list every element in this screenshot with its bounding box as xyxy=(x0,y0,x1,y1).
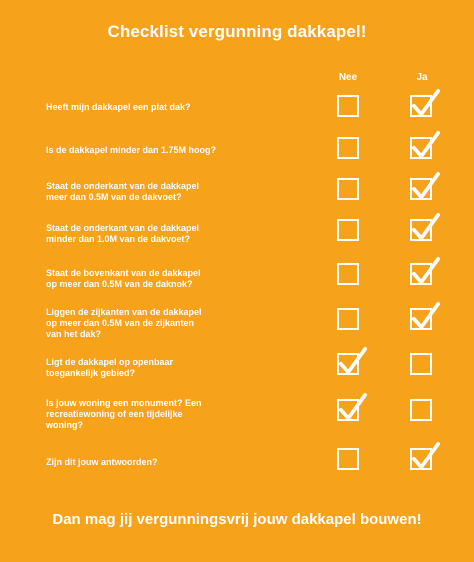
column-header-ja: Ja xyxy=(416,72,428,83)
checkmark-icon xyxy=(411,213,441,241)
checkmark-icon xyxy=(338,393,368,421)
checkbox-nee[interactable] xyxy=(337,399,359,421)
checkbox-ja[interactable] xyxy=(410,263,432,285)
checkmark-icon xyxy=(411,302,441,330)
checkbox-nee[interactable] xyxy=(337,308,359,330)
checkbox-nee[interactable] xyxy=(337,353,359,375)
checkbox-ja[interactable] xyxy=(410,399,432,421)
page-title: Checklist vergunning dakkapel! xyxy=(107,22,367,41)
question-text: Heeft mijn dakkapel een plat dak? xyxy=(46,102,191,112)
question-text: Ligt de dakkapel op openbaar toegankelijk gebied? xyxy=(46,357,174,378)
checkbox-nee[interactable] xyxy=(337,137,359,159)
checkbox-ja[interactable] xyxy=(410,137,432,159)
column-header-nee: Nee xyxy=(338,72,358,83)
question-text: Liggen de zijkanten van de dakkapel op meer dan 0.5M van de zijkanten van het dak? xyxy=(46,307,202,339)
checkbox-ja[interactable] xyxy=(410,353,432,375)
footer-message: Dan mag jij vergunningsvrij jouw dakkapel bouwen! xyxy=(52,511,422,528)
checkbox-ja[interactable] xyxy=(410,219,432,241)
checkbox-ja[interactable] xyxy=(410,308,432,330)
checkmark-icon xyxy=(411,172,441,200)
question-text: Staat de bovenkant van de dakkapel op meer dan 0.5M van de daknok? xyxy=(46,268,201,289)
question-text: Staat de onderkant van de dakkapel meer dan 0.5M van de dakvoet? xyxy=(46,181,200,202)
checkbox-nee[interactable] xyxy=(337,95,359,117)
checkmark-icon xyxy=(411,442,441,470)
checkmark-icon xyxy=(411,257,441,285)
question-text: Staat de onderkant van de dakkapel minder dan 1.0M van de dakvoet? xyxy=(46,223,200,244)
question-text: Is jouw woning een monument? Een recreatiewoning of een tijdelijke woning? xyxy=(46,398,202,430)
checkmark-icon xyxy=(411,131,441,159)
question-text: Zijn dit jouw antwoorden? xyxy=(46,457,158,467)
checkbox-nee[interactable] xyxy=(337,178,359,200)
checkbox-nee[interactable] xyxy=(337,263,359,285)
checkbox-ja[interactable] xyxy=(410,178,432,200)
checkbox-nee[interactable] xyxy=(337,219,359,241)
checkbox-ja[interactable] xyxy=(410,448,432,470)
checkmark-icon xyxy=(338,347,368,375)
checkbox-nee[interactable] xyxy=(337,448,359,470)
checkmark-icon xyxy=(411,89,441,117)
checkbox-ja[interactable] xyxy=(410,95,432,117)
question-text: Is de dakkapel minder dan 1.75M hoog? xyxy=(46,145,217,155)
